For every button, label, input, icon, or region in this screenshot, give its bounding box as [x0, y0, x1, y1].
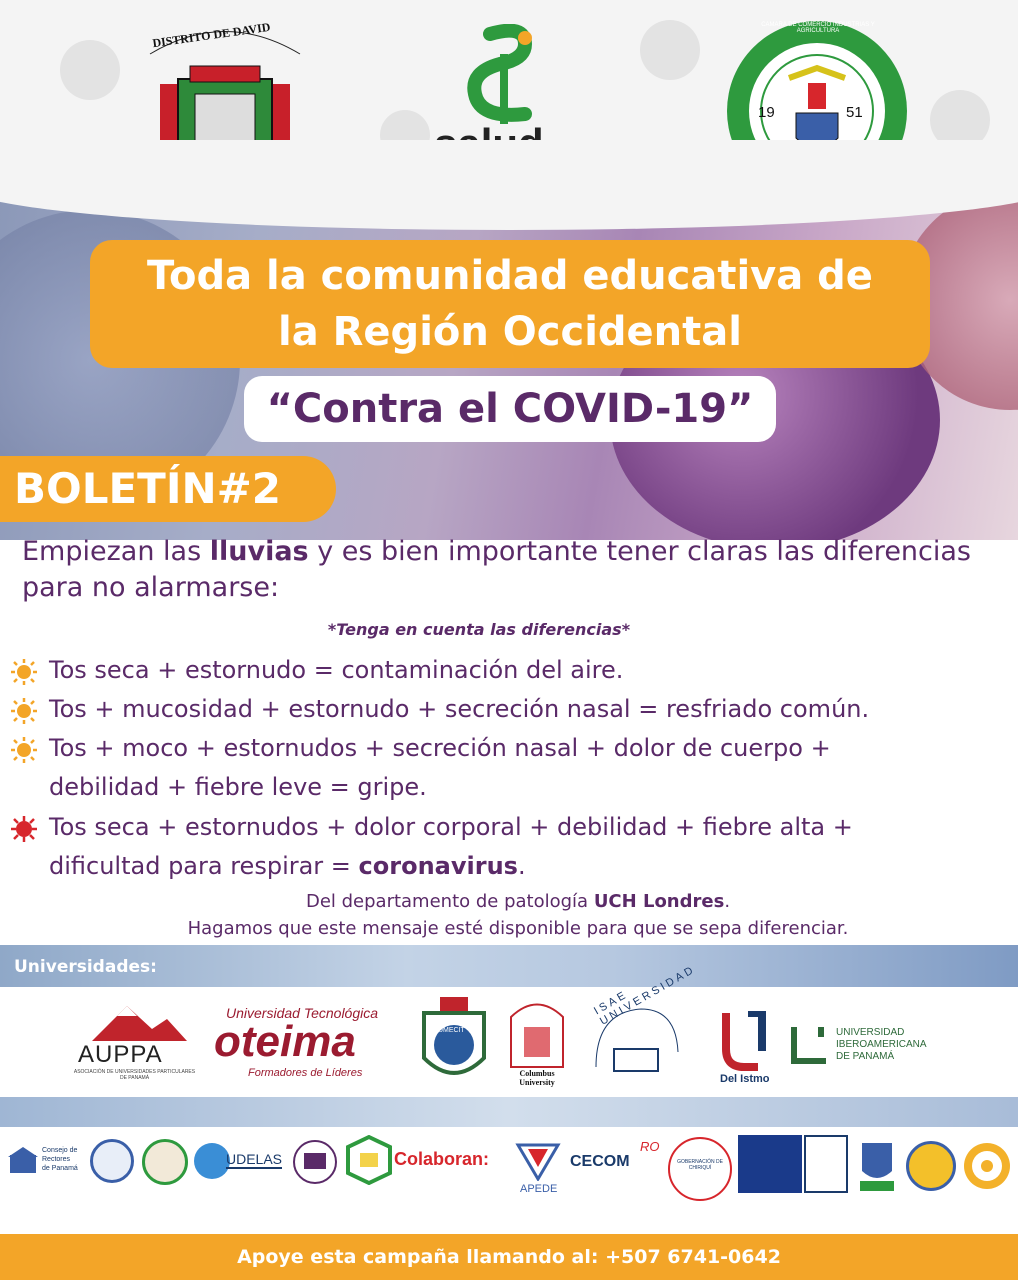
uip-line1: UNIVERSIDAD	[836, 1027, 905, 1038]
camara-year-right: 51	[846, 104, 863, 121]
differences-note: *Tenga en cuenta las diferencias*	[327, 620, 631, 639]
auppa-name: AUPPA	[78, 1041, 163, 1068]
source-line	[0, 891, 1018, 912]
universities-logos	[0, 963, 1018, 1097]
istmo-logo	[718, 1011, 778, 1091]
collaborators-label: Colaboran:	[394, 1149, 490, 1169]
university-seal-icon	[142, 1139, 188, 1185]
uip-logo	[790, 1027, 950, 1067]
footer-phone-message: Apoye esta campaña llamando al: +507 6741-0642	[237, 1246, 781, 1268]
auppa-logo	[72, 1001, 197, 1081]
oteima-logo	[210, 1005, 402, 1085]
intro-text-before: Empiezan las	[22, 536, 210, 567]
symptom-text: Tos seca + estornudo = contaminación del aire.	[49, 656, 624, 684]
symptom-text-line2: debilidad + fiebre leve = gripe.	[49, 773, 427, 801]
gobernacion-name: GOBERNACIÓN DE CHIRIQUÍ	[677, 1159, 723, 1171]
cecom-name: CECOM	[570, 1153, 630, 1170]
bulletin-badge	[0, 456, 336, 522]
auppa-subtitle: ASOCIACIÓN DE UNIVERSIDADES PARTICULARES DE PANAMÁ	[73, 1069, 196, 1081]
columbus-logo	[506, 997, 568, 1089]
udelas-logo	[194, 1143, 286, 1183]
sun-icon	[10, 697, 38, 725]
lions-club-logo-icon	[906, 1141, 956, 1191]
symptom-text	[49, 808, 1009, 886]
oteima-name: oteima	[214, 1017, 356, 1066]
columbus-name: Columbus University	[519, 1069, 555, 1087]
uip-line2: IBEROAMERICANA	[836, 1039, 927, 1050]
consejo-line3: de Panamá	[42, 1165, 78, 1172]
universities-label: Universidades:	[14, 957, 157, 977]
title-line-1: Toda la comunidad educativa de	[147, 253, 873, 299]
cecom-logo	[568, 1139, 664, 1199]
intro-text-after: y es bien importante tener claras las diferencias para no alarmarse:	[22, 536, 971, 603]
sun-icon	[10, 736, 38, 764]
symptom-text-line2: dificultad para respirar =	[49, 852, 359, 880]
symptom-text-end: .	[517, 852, 526, 880]
coronavirus-highlight: coronavirus	[358, 852, 518, 880]
isae-name: ISAE UNIVERSIDAD	[592, 963, 698, 1028]
symptom-text-line1: Tos seca + estornudos + dolor corporal + debilidad + fiebre alta +	[49, 813, 853, 841]
gobernacion-logo	[668, 1137, 732, 1201]
sun-icon	[10, 658, 38, 686]
apede-logo	[514, 1141, 562, 1201]
partner-logo-icon	[854, 1137, 900, 1195]
istmo-name: Del Istmo	[720, 1073, 770, 1085]
intro-paragraph	[22, 534, 1002, 606]
university-seal-icon	[90, 1139, 134, 1183]
virus-watermark	[640, 20, 700, 80]
distrito-david-title: DISTRITO DE DAVID	[151, 19, 272, 51]
university-seal-icon	[346, 1135, 392, 1185]
virus-icon	[10, 815, 38, 843]
partner-seal-icon	[804, 1135, 848, 1193]
source-highlight: UCH Londres	[593, 891, 725, 912]
symptom-text	[49, 729, 1009, 807]
header-curve	[0, 140, 1018, 230]
intro-highlight: lluvias	[209, 536, 309, 567]
utp-logo-icon	[292, 1137, 338, 1187]
apede-name: APEDE	[520, 1183, 558, 1195]
consejo-line1: Consejo de	[42, 1147, 78, 1154]
isae-logo	[586, 963, 698, 1087]
bulletin-label: BOLETÍN#2	[14, 464, 282, 513]
umecit-logo	[414, 993, 494, 1091]
subtitle-banner	[244, 376, 776, 442]
symptom-text-line1: Tos + moco + estornudos + secreción nasal + dolor de cuerpo +	[49, 734, 831, 762]
camara-year-left: 19	[758, 104, 775, 121]
title-line-2: la Región Occidental	[278, 309, 742, 355]
subtitle: “Contra el COVID-19”	[266, 386, 754, 432]
symptom-text: Tos + mucosidad + estornudo + secreción nasal = resfriado común.	[49, 695, 870, 723]
partner-logo-icon	[738, 1135, 802, 1193]
consejo-rectores-logo	[8, 1147, 88, 1187]
universities-band	[0, 945, 1018, 987]
virus-watermark	[60, 40, 120, 100]
separator-band	[0, 1097, 1018, 1127]
consejo-line2: Rectores	[42, 1156, 71, 1163]
source-period: .	[724, 891, 731, 912]
camara-name: CAMARA DE COMERCIO INDUSTRIAS Y AGRICULTURA	[761, 22, 875, 34]
title-banner	[90, 240, 930, 368]
rotary-logo-icon	[962, 1141, 1012, 1191]
collaborators-logos	[0, 1127, 1018, 1235]
source-text: Del departamento de patología	[305, 891, 594, 912]
share-message: Hagamos que este mensaje esté disponible para que se sepa diferenciar.	[187, 918, 849, 939]
oteima-sub: Formadores de Líderes	[248, 1067, 363, 1079]
udelas-name: UDELAS	[226, 1151, 283, 1167]
uip-line3: DE PANAMÁ	[836, 1051, 895, 1062]
oteima-top: Universidad Tecnológica	[226, 1005, 379, 1021]
cecom-ro: RO	[640, 1139, 660, 1154]
footer-banner	[0, 1234, 1018, 1280]
umecit-name: UMECIT	[438, 1027, 465, 1034]
